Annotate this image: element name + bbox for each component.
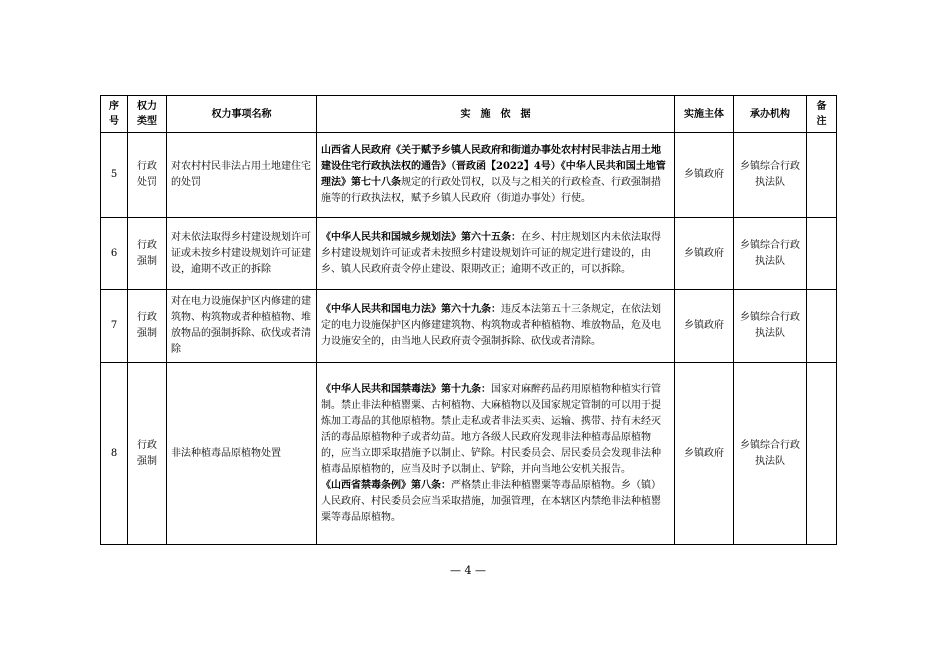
cell-basis [317,218,675,290]
cell-seq: 6 [101,218,128,290]
cell-name: 对农村村民非法占用土地建住宅的处罚 [167,133,317,218]
cell-agency: 乡镇综合行政执法队 [734,363,807,545]
cell-basis [317,290,675,363]
cell-seq: 7 [101,290,128,363]
cell-type: 行政强制 [128,290,167,363]
header-basis: 实 施 依 据 [317,96,675,133]
header-agency: 承办机构 [734,96,807,133]
basis-text: 国家对麻醉药品药用原植物种植实行管制。禁止非法种植罂粟、古柯植物、大麻植物以及国家规定管制的可以用于提炼加工毒品的其他原植物。禁止走私或者非法买卖、运输、携带、持有未经灭活的毒品原植物种子或者幼苗。地方各级人民政府发现非法种植毒品原植物的，应当立即采取措施予以制止、铲除。村民委员会、居民委员会发现非法种植毒品原植物的，应当及时予以制止、铲除，并向当地公安机关报告。 [321,383,661,475]
basis-law-title: 《中华人民共和国禁毒法》第十九条： [321,383,491,395]
cell-name: 非法种植毒品原植物处置 [167,363,317,545]
basis-law-title: 山西省人民政府《关于赋予乡镇人民政府和街道办事处农村村民非法占用土地建设住宅行政执法权的通告》（晋政函【2022】4号）《中华人民共和国土地管理法》第七十八条 [321,145,666,188]
cell-seq: 5 [101,133,128,218]
cell-name: 对未依法取得乡村建设规划许可证或未按乡村建设规划许可证建设，逾期不改正的拆除 [167,218,317,290]
cell-basis [317,133,675,218]
cell-type: 行政强制 [128,363,167,545]
table-row [101,218,837,290]
cell-remark [807,363,837,545]
basis-law-title: 《中华人民共和国城乡规划法》第六十五条： [321,231,521,243]
cell-name: 对在电力设施保护区内修建的建筑物、构筑物或者种植植物、堆放物品的强制拆除、砍伐或者清除 [167,290,317,363]
header-remark: 备注 [807,96,837,133]
basis-text: 违反本法第五十三条规定，在依法划定的电力设施保护区内修建建筑物、构筑物或者种植植物、堆放物品，危及电力设施安全的，由当地人民政府责令强制拆除、砍伐或者清除。 [321,304,661,347]
table-row [101,290,837,363]
page-number: — 4 — [450,564,486,577]
basis-law-title-2: 《山西省禁毒条例》第八条： [321,479,451,491]
cell-remark [807,133,837,218]
cell-subject: 乡镇政府 [675,290,734,363]
cell-type: 行政强制 [128,218,167,290]
table-header-row [101,96,837,133]
cell-remark [807,290,837,363]
cell-agency: 乡镇综合行政执法队 [734,218,807,290]
header-seq: 序号 [101,96,128,133]
cell-agency: 乡镇综合行政执法队 [734,133,807,218]
basis-text: 在乡、村庄规划区内未依法取得乡村建设规划许可证或者未按照乡村建设规划许可证的规定进行建设的，由乡、镇人民政府责令停止建设、限期改正；逾期不改正的，可以拆除。 [321,231,661,275]
cell-subject: 乡镇政府 [675,133,734,218]
basis-law-title: 《中华人民共和国电力法》第六十九条： [321,304,501,315]
header-type: 权力类型 [128,96,167,133]
basis-text-2: 严格禁止非法种植罂粟等毒品原植物。乡（镇）人民政府、村民委员会应当采取措施，加强管理，在本辖区内禁绝非法种植罂粟等毒品原植物。 [321,479,661,523]
table-row [101,363,837,545]
cell-agency: 乡镇综合行政执法队 [734,290,807,363]
cell-remark [807,218,837,290]
cell-type: 行政处罚 [128,133,167,218]
header-subject: 实施主体 [675,96,734,133]
cell-subject: 乡镇政府 [675,363,734,545]
header-name: 权力事项名称 [167,96,317,133]
cell-basis [317,363,675,545]
table-row [101,133,837,218]
cell-seq: 8 [101,363,128,545]
basis-text: 规定的行政处罚权，以及与之相关的行政检查、行政强制措施等的行政执法权，赋予乡镇人民政府（街道办事处）行使。 [321,177,661,204]
powers-table [100,95,837,545]
cell-subject: 乡镇政府 [675,218,734,290]
